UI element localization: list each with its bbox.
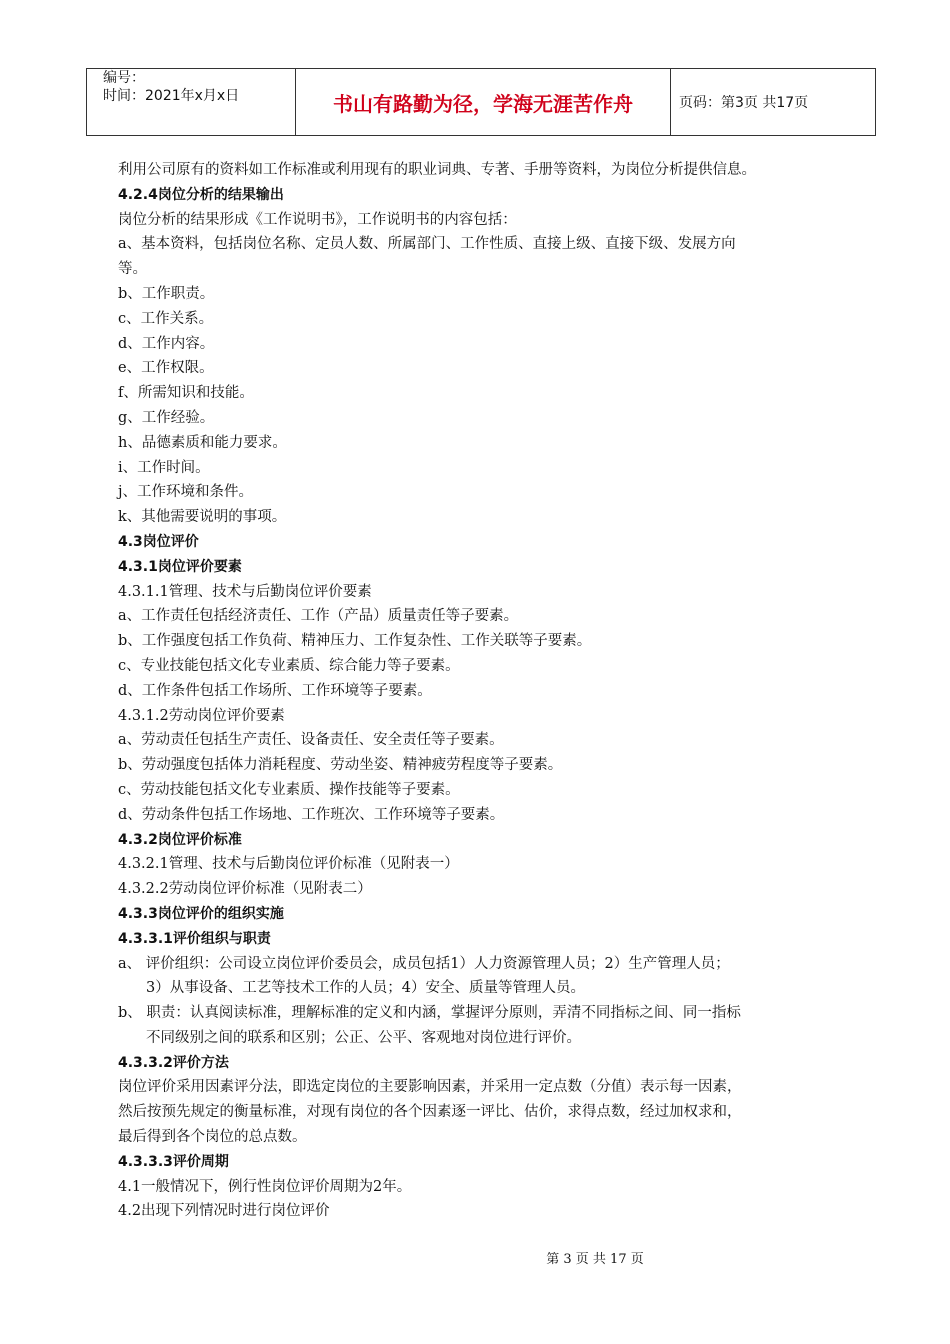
body-text-line: 4.2出现下列情况时进行岗位评价: [118, 1203, 330, 1220]
body-text-line: c、劳动技能包括文化专业素质、操作技能等子要素。: [118, 781, 460, 798]
header-page-number: 页码：第3页 共17页: [671, 69, 876, 136]
body-text-line: b、劳动强度包括体力消耗程度、劳动坐姿、精神疲劳程度等子要素。: [118, 757, 563, 774]
body-text-line: f、所需知识和技能。: [118, 385, 254, 402]
body-text-line: 最后得到各个岗位的总点数。: [118, 1129, 307, 1146]
body-text-line: a、劳动责任包括生产责任、设备责任、安全责任等子要素。: [118, 732, 504, 749]
body-text-line: b、工作强度包括工作负荷、精神压力、工作复杂性、工作关联等子要素。: [118, 633, 592, 650]
body-text-line: d、劳动条件包括工作场地、工作班次、工作环境等子要素。: [118, 806, 505, 823]
section-heading: 4.3.3岗位评价的组织实施: [118, 905, 284, 922]
body-text-line: b、 职责：认真阅读标准，理解标准的定义和内涵，掌握评分原则，弄清不同指标之间、同一指标: [118, 1005, 741, 1022]
body-text-line: e、工作权限。: [118, 360, 214, 377]
section-heading: 4.3.3.2评价方法: [118, 1054, 229, 1071]
body-text-line: 4.1一般情况下，例行性岗位评价周期为2年。: [118, 1178, 412, 1195]
body-text-line: 不同级别之间的联系和区别；公正、公平、客观地对岗位进行评价。: [146, 1029, 581, 1046]
header-slogan: 书山有路勤为径，学海无涯苦作舟: [296, 69, 671, 136]
page-footer: [0, 1248, 950, 1267]
section-heading: 4.3岗位评价: [118, 533, 199, 550]
body-text-line: 岗位分析的结果形成《工作说明书》，工作说明书的内容包括：: [118, 211, 517, 228]
section-heading: 4.3.3.1评价组织与职责: [118, 930, 271, 947]
body-text-line: 4.3.1.1管理、技术与后勤岗位评价要素: [118, 583, 372, 600]
body-text-line: i、工作时间。: [118, 459, 210, 476]
document-body: [118, 158, 848, 1224]
body-text-line: 岗位评价采用因素评分法，即选定岗位的主要影响因素，并采用一定点数（分值）表示每一因素，: [118, 1079, 742, 1096]
body-text-line: j、工作环境和条件。: [118, 484, 253, 501]
body-text-line: c、工作关系。: [118, 310, 214, 327]
section-heading: 4.3.1岗位评价要素: [118, 558, 242, 575]
body-text-line: 利用公司原有的资料如工作标准或利用现有的职业词典、专著、手册等资料，为岗位分析提供信息。: [118, 162, 756, 178]
page-header: [86, 68, 876, 136]
body-text-line: g、工作经验。: [118, 409, 215, 426]
body-text-line: a、工作责任包括经济责任、工作（产品）质量责任等子要素。: [118, 608, 519, 625]
section-heading: 4.2.4岗位分析的结果输出: [118, 186, 284, 203]
body-text-line: 3）从事设备、工艺等技术工作的人员；4）安全、质量等管理人员。: [146, 980, 585, 997]
body-text-line: k、其他需要说明的事项。: [118, 509, 287, 526]
section-heading: 4.3.3.3评价周期: [118, 1153, 229, 1170]
header-meta: [87, 69, 296, 136]
body-text-line: b、工作职责。: [118, 285, 215, 302]
document-number: 编号：: [103, 70, 145, 86]
body-text-line: h、品德素质和能力要求。: [118, 434, 287, 451]
footer-page-number: 第 3 页 共 17 页: [546, 1252, 644, 1267]
section-heading: 4.3.2岗位评价标准: [118, 831, 242, 848]
body-text-line: d、工作内容。: [118, 335, 215, 352]
body-text-line: c、专业技能包括文化专业素质、综合能力等子要素。: [118, 657, 460, 674]
body-text-line: 4.3.1.2劳动岗位评价要素: [118, 707, 285, 724]
document-time: 时间：2021年x月x日: [103, 88, 240, 104]
body-text-line: 4.3.2.2劳动岗位评价标准（见附表二）: [118, 881, 372, 898]
body-text-line: a、基本资料，包括岗位名称、定员人数、所属部门、工作性质、直接上级、直接下级、发展方向: [118, 236, 736, 253]
body-text-line: 然后按预先规定的衡量标准，对现有岗位的各个因素逐一评比、估价，求得点数，经过加权求和，: [118, 1104, 742, 1121]
body-text-line: d、工作条件包括工作场所、工作环境等子要素。: [118, 682, 432, 699]
body-text-line: 等。: [118, 261, 147, 278]
body-text-line: a、 评价组织：公司设立岗位评价委员会，成员包括1）人力资源管理人员；2）生产管理人员；: [118, 955, 730, 972]
body-text-line: 4.3.2.1管理、技术与后勤岗位评价标准（见附表一）: [118, 856, 459, 873]
